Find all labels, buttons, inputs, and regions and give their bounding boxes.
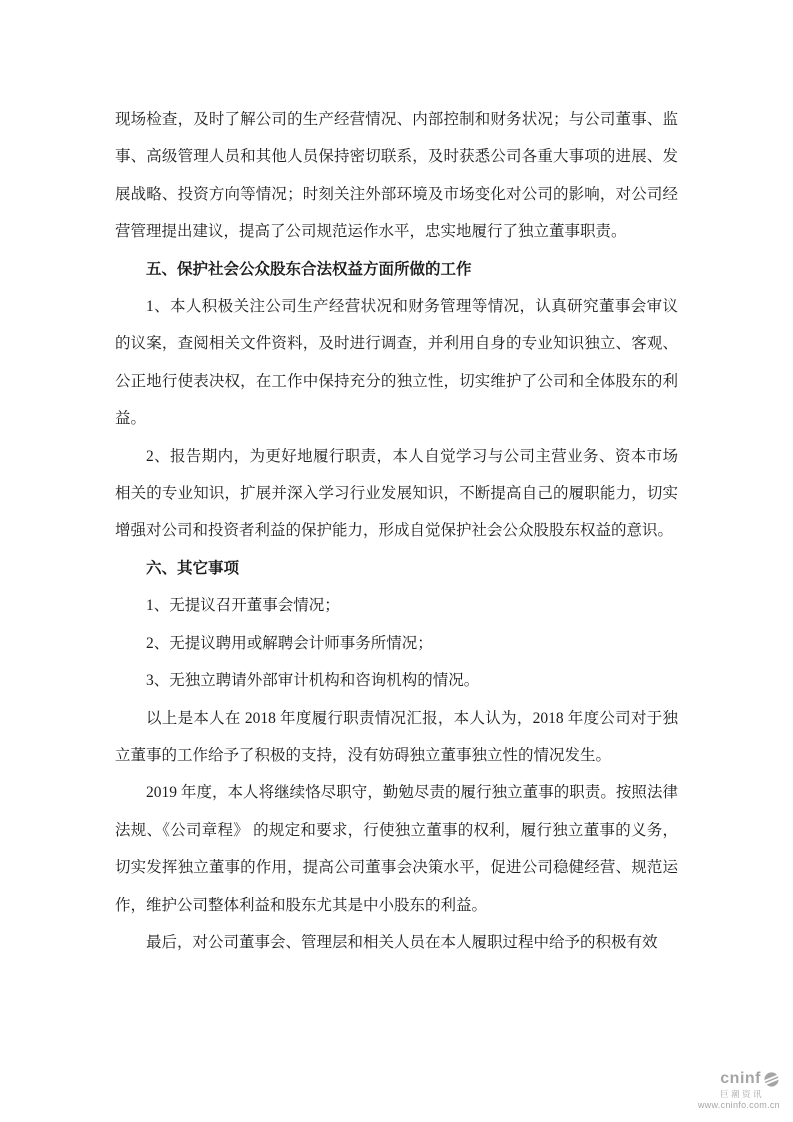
summary-2018-paragraph: 以上是本人在 2018 年度履行职责情况汇报，本人认为，2018 年度公司对于独立董事的工作给予了积极的支持，没有妨碍独立董事独立性的情况发生。 bbox=[115, 709, 678, 764]
closing-paragraph: 最后，对公司董事会、管理层和相关人员在本人履职过程中给予的积极有效 bbox=[146, 933, 658, 951]
cninfo-brand-chinese: 巨潮资讯 bbox=[719, 1088, 764, 1099]
cninfo-swirl-icon bbox=[763, 1071, 780, 1088]
section-6-item-3: 3、无独立聘请外部审计机构和咨询机构的情况。 bbox=[146, 672, 480, 690]
section-6-item-2: 2、无提议聘用或解聘会计师事务所情况； bbox=[146, 634, 433, 652]
section-6-item-1: 1、无提议召开董事会情况； bbox=[146, 597, 340, 615]
cninfo-brand-row bbox=[698, 1071, 780, 1088]
section-5-paragraph-2: 2、报告期内，为更好地履行职责，本人自觉学习与公司主营业务、资本市场相关的专业知识，扩展并深入学习行业发展知识，不断提高自己的履职能力，切实增强对公司和投资者利益的保护能力，形成自觉保护社会公众股股东权益的意识。 bbox=[115, 447, 678, 540]
cninfo-brand-url: www.cninfo.com.cn bbox=[697, 1100, 780, 1110]
outlook-2019-paragraph: 2019 年度，本人将继续恪尽职守，勤勉尽责的履行独立董事的职责。按照法律法规、《公司章程》 的规定和要求，行使独立董事的权利，履行独立董事的义务，切实发挥独立董事的作用，提高公司董事会决策水平，促进公司稳健经营、规范运作，维护公司整体利益和股东尤其是中小股东的利益。 bbox=[115, 784, 678, 914]
section-5-paragraph-1: 1、本人积极关注公司生产经营状况和财务管理等情况，认真研究董事会审议的议案，查阅相关文件资料，及时进行调查，并利用自身的专业知识独立、客观、公正地行使表决权，在工作中保持充分的独立性，切实维护了公司和全体股东的利益。 bbox=[115, 298, 678, 428]
cninfo-watermark bbox=[698, 1071, 780, 1111]
section-5-heading: 五、保护社会公众股东合法权益方面所做的工作 bbox=[146, 260, 472, 278]
cninfo-brand-text: cninf bbox=[720, 1070, 761, 1087]
continuation-paragraph: 现场检查，及时了解公司的生产经营情况、内部控制和财务状况；与公司董事、监事、高级管理人员和其他人员保持密切联系，及时获悉公司各重大事项的进展、发展战略、投资方向等情况；时刻关注外部环境及市场变化对公司的影响，对公司经营管理提出建议，提高了公司规范运作水平，忠实地履行了独立董事职责。 bbox=[115, 111, 678, 241]
section-6-heading: 六、其它事项 bbox=[146, 559, 240, 577]
